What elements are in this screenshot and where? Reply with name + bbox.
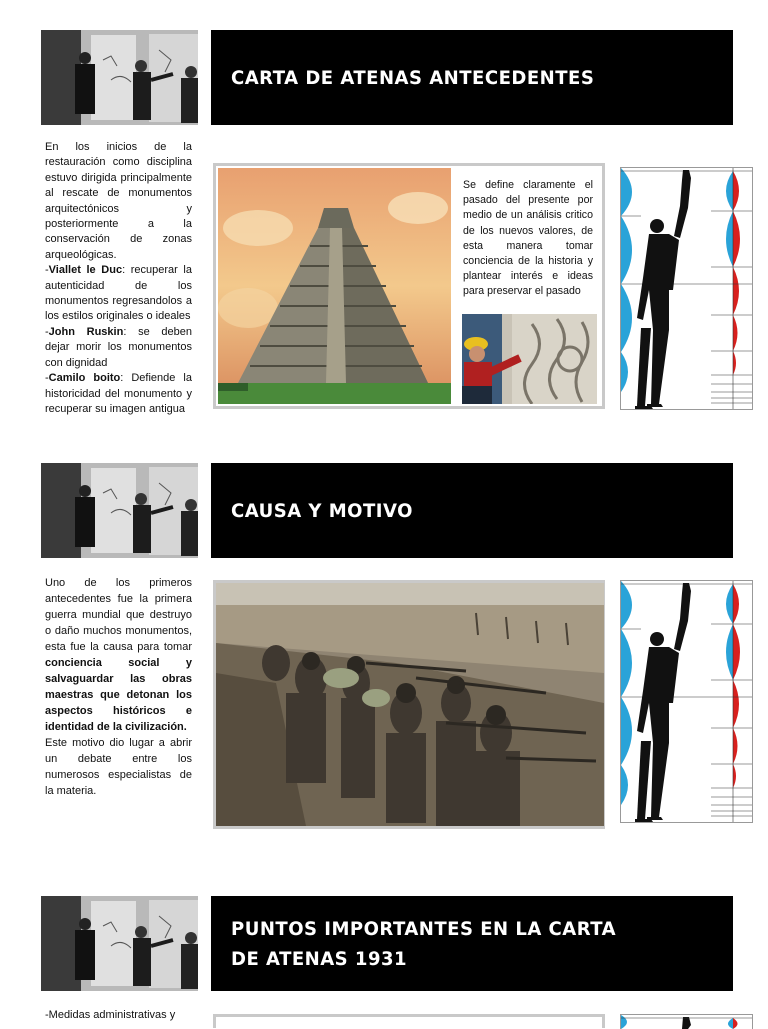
modulor-figure-icon [620,1014,753,1029]
panel-text: Se define claramente el pasado del presente por medio de un análisis critico de los nuevos valores, de esta manera tomar conciencia de la historia y plantear interés e ideas para preservar el pasado [463,179,593,298]
lecturer-photo-icon [41,463,198,558]
pyramid-photo-icon [218,168,451,404]
list-item: -John Ruskin: se deben dejar morir los monumentos con dignidad [45,325,192,369]
paragraph: Uno de los primeros antecedentes fue la primera guerra mundial que destruyo o daño muchos monumentos, esta fue la causa para tomar conciencia social y salvaguardar las obras maestras que detonan los aspectos históricos e identidad de la civilización. [45,577,192,733]
trench-soldiers-photo-icon [216,583,604,826]
section-banner [211,896,733,991]
causa-text [45,575,192,799]
list-item: -Camilo boito: Defiende la historicidad del monumento y recuperar su imagen antigua [45,372,192,415]
list-item: -Viallet le Duc: recuperar la autenticidad de los monumentos regresandolos a los estilos originales o ideales [45,264,192,323]
lecturer-photo-icon [41,896,198,991]
image-panel [213,1014,605,1028]
section-banner [211,463,733,558]
intro-paragraph: En los inicios de la restauración como disciplina estuvo dirigida principalmente al rescate de monumentos arquitectónicos y posteriormente a la conservación de zonas arqueológicas. [45,141,192,261]
restoration-worker-photo-icon [462,314,597,404]
puntos-text: -Medidas administrativas y [45,1009,176,1021]
section-title: CARTA DE ATENAS ANTECEDENTES [231,66,595,89]
antecedentes-text [45,140,192,417]
section-banner [211,30,733,125]
lecturer-photo-icon [41,30,198,125]
section-title: PUNTOS IMPORTANTES EN LA CARTA DE ATENAS 1931 [231,917,617,970]
section-title: CAUSA Y MOTIVO [231,499,413,522]
paragraph: Este motivo dio lugar a abrir un debate entre los numerosos especialistas de la materia. [45,737,192,797]
modulor-figure-icon [620,580,753,823]
modulor-figure-icon [620,167,753,410]
